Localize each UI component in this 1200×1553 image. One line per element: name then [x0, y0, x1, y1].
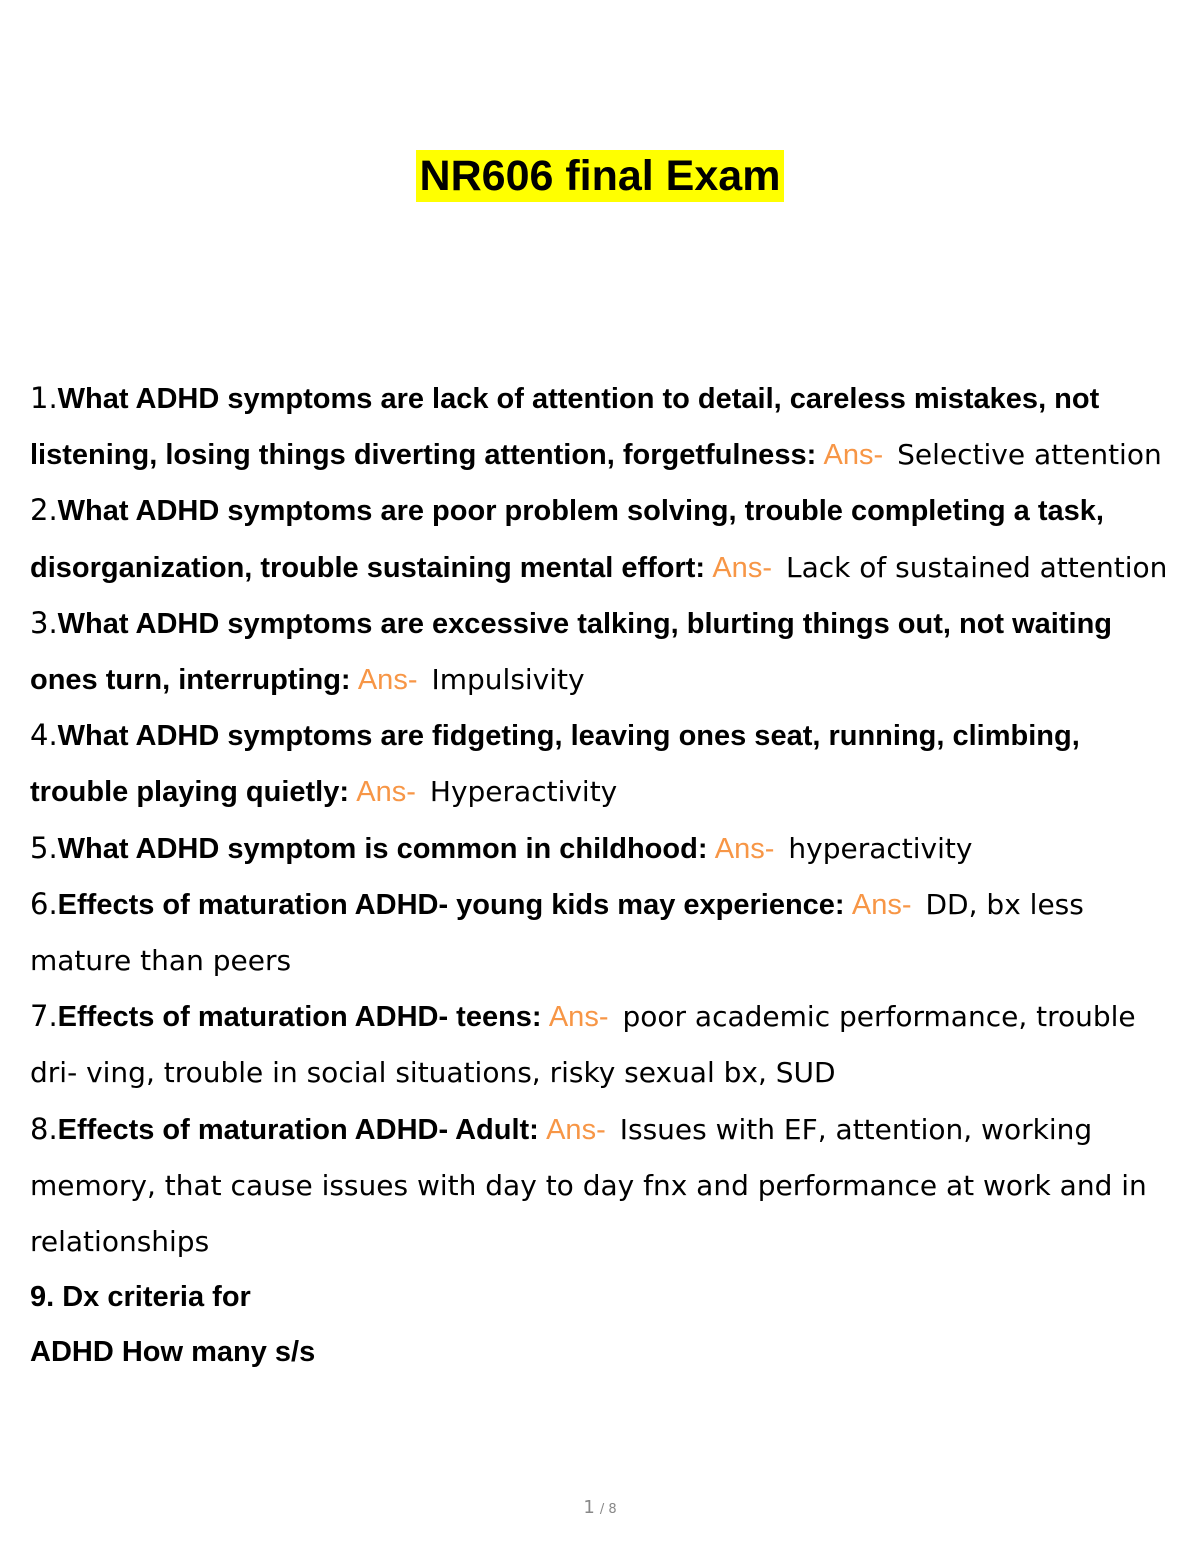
question-item-1 — [30, 371, 1180, 483]
question-number: 6. — [30, 886, 58, 921]
answer-text: Selective attention — [897, 438, 1162, 472]
answer-text: DD, bx less mature than peers — [30, 887, 1084, 978]
answer-text: Impulsivity — [431, 663, 585, 697]
answer-label: Ans- — [356, 776, 416, 809]
answer-label: Ans- — [712, 551, 772, 584]
answer-text: hyperactivity — [788, 831, 973, 865]
answer-text: Issues with EF, attention, working memory, that cause issues with day to day fnx and performance at work and in relationships — [30, 1112, 1147, 1259]
question-text: What ADHD symptoms are fidgeting, leaving ones seat, running, climbing, trouble playing quietly: — [30, 720, 1080, 809]
question-number: 2. — [30, 493, 58, 528]
current-page-number: 1 — [583, 1497, 595, 1518]
question-item-9-line-1: 9. Dx criteria for — [30, 1281, 251, 1314]
answer-text: Lack of sustained attention — [785, 550, 1168, 584]
answer-label: Ans- — [851, 888, 912, 921]
question-number: 4. — [30, 718, 58, 753]
question-item-9-line-2: ADHD How many s/s — [30, 1336, 316, 1369]
page-indicator — [0, 1497, 1200, 1518]
question-text: Effects of maturation ADHD- Adult: — [57, 1113, 539, 1146]
question-item-8 — [30, 1102, 1180, 1271]
answer-label: Ans- — [357, 664, 418, 697]
question-number: 7. — [30, 999, 58, 1034]
answer-label: Ans- — [714, 832, 775, 865]
question-item-7 — [30, 989, 1180, 1101]
question-item-2 — [30, 483, 1180, 595]
question-text: What ADHD symptoms are lack of attention to detail, careless mistakes, not listening, losing things diverting attention, forgetfulness: — [30, 383, 1100, 472]
question-item-3 — [30, 596, 1180, 708]
answer-label: Ans- — [823, 439, 884, 472]
document-title: NR606 final Exam — [416, 150, 785, 202]
answer-label: Ans- — [548, 1001, 609, 1034]
question-item-4 — [30, 708, 1180, 820]
question-number: 3. — [30, 605, 58, 640]
question-text: What ADHD symptoms are poor problem solving, trouble completing a task, disorganization, trouble sustaining mental effort: — [30, 495, 1104, 584]
question-number: 5. — [30, 830, 58, 865]
title-wrap — [0, 150, 1200, 202]
answer-text: Hyperactivity — [429, 775, 618, 809]
question-number: 1. — [30, 381, 58, 415]
answer-text: poor academic performance, trouble dri- ving, trouble in social situations, risky sexual bx, SUD — [30, 1000, 1136, 1090]
question-item-5 — [30, 821, 1180, 877]
answer-label: Ans- — [546, 1113, 606, 1146]
question-text: Effects of maturation ADHD- young kids may experience: — [57, 888, 845, 921]
question-number: 8. — [30, 1111, 58, 1146]
question-list — [30, 371, 1180, 1381]
question-text: What ADHD symptoms are excessive talking, blurting things out, not waiting ones turn, interrupting: — [30, 607, 1113, 697]
question-text: What ADHD symptom is common in childhood: — [57, 832, 708, 865]
question-text: Effects of maturation ADHD- teens: — [57, 1001, 542, 1034]
total-pages: / 8 — [599, 1502, 617, 1517]
question-item-6 — [30, 877, 1180, 989]
